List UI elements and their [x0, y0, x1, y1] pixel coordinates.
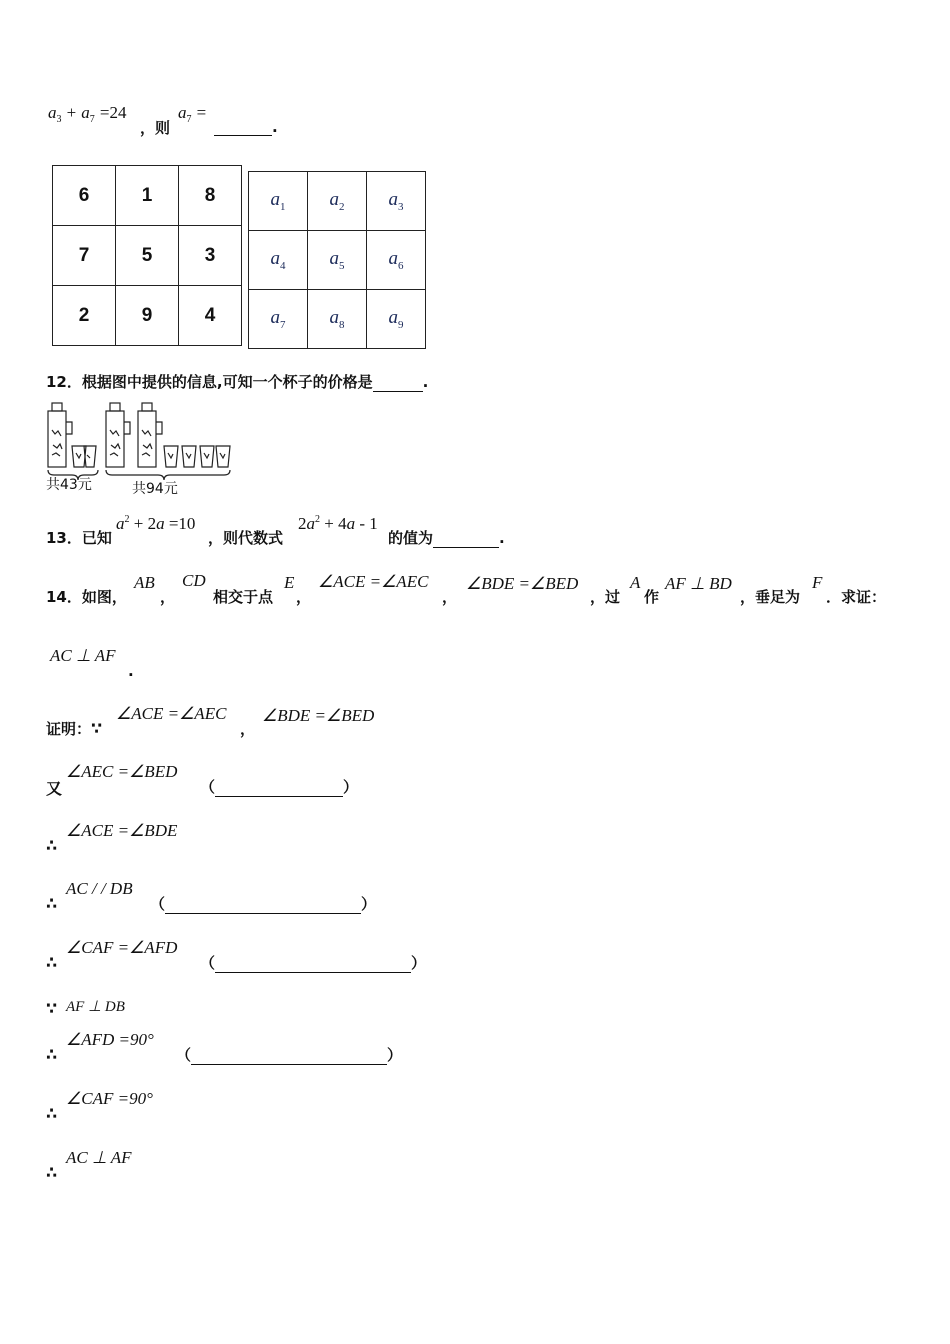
therefore-symbol: ∴ [46, 953, 58, 972]
table-row [249, 290, 426, 349]
q11-rhs [178, 103, 206, 123]
a7-a: a [81, 103, 90, 122]
end-dot: . [422, 373, 429, 391]
cell: 7 [53, 226, 116, 286]
q14-AB: AB [134, 573, 155, 592]
rhs-eq: = [196, 103, 207, 122]
cell: $a_6$ [367, 231, 426, 290]
proof-s5: ∠CAF =∠AFD [66, 938, 178, 957]
proof-reason-2: （ ） [150, 895, 377, 913]
a3-a: a [48, 103, 57, 122]
table-row [53, 226, 242, 286]
q14-comma1: ， [160, 588, 176, 606]
q14-perp: AF ⊥ BD [665, 574, 732, 593]
cell: 9 [116, 286, 179, 346]
caption-right: 共94元 [132, 481, 178, 497]
q14-foot: ，垂足为 [740, 588, 801, 606]
sub-3: 3 [56, 114, 62, 125]
cell: $a_5$ [308, 231, 367, 290]
reason-blank [165, 899, 361, 914]
cell: $a_2$ [308, 172, 367, 231]
q14-goal: AC ⊥ AF [50, 646, 116, 665]
reason-blank [215, 782, 343, 797]
q14-F: F [812, 573, 823, 592]
q14-E: E [284, 573, 295, 592]
q13-expression: $2a^2 + 4a - 1$ [298, 514, 378, 533]
q14-guo: ，过 [590, 588, 621, 606]
symbol-square [248, 171, 426, 349]
q14-intersect: 相交于点 [213, 588, 274, 606]
eq-24: =24 [99, 103, 127, 122]
end-dot: . [272, 118, 278, 136]
reason-blank [215, 958, 411, 973]
table-row [249, 231, 426, 290]
proof-reason-3: （ ） [200, 954, 427, 972]
cell: $a_8$ [308, 290, 367, 349]
therefore-symbol: ∴ [46, 1045, 58, 1064]
q14-lead: 14．如图， [46, 588, 127, 606]
table-row [249, 172, 426, 231]
q14-goal-end: . [128, 662, 134, 680]
cell: $a_1$ [249, 172, 308, 231]
proof-s1a: ∠ACE =∠AEC [116, 704, 227, 723]
therefore-symbol: ∴ [46, 836, 58, 855]
cell: $a_9$ [367, 290, 426, 349]
q14-zuo: 作 [644, 588, 660, 606]
q14-A: A [630, 573, 641, 592]
magic-square [52, 165, 242, 346]
proof-reason-1: （ ） [200, 778, 359, 796]
cell: 2 [53, 286, 116, 346]
q14-angle1: ∠ACE =∠AEC [318, 572, 429, 591]
cup-icon [216, 446, 230, 467]
table-row [53, 166, 242, 226]
proof-s8: ∠CAF =90° [66, 1089, 153, 1108]
proof-header: 证明：∵ [46, 719, 103, 738]
proof-s3: ∠ACE =∠BDE [66, 821, 178, 840]
proof-you: 又 [46, 779, 63, 798]
proof-comma: ， [240, 720, 256, 738]
cup-icon [200, 446, 214, 467]
proof-s2: ∠AEC =∠BED [66, 762, 178, 781]
answer-blank [373, 377, 423, 392]
cell: 1 [116, 166, 179, 226]
thermos-icon [48, 403, 72, 467]
q14-comma2: ， [296, 588, 312, 606]
q11-tail-line [48, 103, 126, 123]
rhs-sub: 7 [186, 114, 192, 125]
q14-prove: ．求证： [826, 588, 887, 606]
cell: $a_4$ [249, 231, 308, 290]
cup-icon [182, 446, 196, 467]
proof-s7: ∠AFD =90° [66, 1030, 154, 1049]
q12-line [46, 371, 428, 392]
q14-CD: CD [182, 571, 206, 590]
q14-comma3: ， [442, 588, 458, 606]
proof-s1b: ∠BDE =∠BED [262, 706, 375, 725]
thermos-icon [106, 403, 130, 467]
cell: $a_7$ [249, 290, 308, 349]
q14-angle2: ∠BDE =∠BED [466, 574, 579, 593]
answer-blank [214, 121, 272, 136]
proof-reason-4: （ ） [176, 1046, 403, 1064]
cell: 6 [53, 166, 116, 226]
proof-s9: AC ⊥ AF [66, 1148, 132, 1167]
plus: + [66, 103, 77, 122]
thermos-icon [138, 403, 162, 467]
answer-blank [433, 533, 499, 548]
sub-7: 7 [89, 114, 95, 125]
q13-lead: 13．已知 [46, 529, 112, 547]
rhs-a: a [178, 103, 187, 122]
therefore-symbol: ∴ [46, 1163, 58, 1182]
cell: 4 [179, 286, 242, 346]
reason-blank [191, 1050, 387, 1065]
q13-mid: ，则代数式 [208, 529, 284, 547]
therefore-symbol: ∴ [46, 1104, 58, 1123]
proof-s6: AF ⊥ DB [66, 999, 125, 1015]
q11-blank [214, 117, 278, 136]
table-row [53, 286, 242, 346]
therefore-symbol: ∴ [46, 894, 58, 913]
proof-s4: AC / / DB [66, 879, 133, 898]
because-symbol: ∵ [46, 999, 58, 1018]
q13-condition: $a^2 + 2a =10$ [116, 514, 196, 533]
cup-icon [164, 446, 178, 467]
cell: $a_3$ [367, 172, 426, 231]
q11-ze: ，则 [140, 119, 171, 137]
q12-text: 12．根据图中提供的信息,可知一个杯子的价格是 [46, 373, 373, 391]
caption-left: 共43元 [46, 477, 92, 493]
q13-tail: 的值为 . [388, 529, 505, 547]
cell: 8 [179, 166, 242, 226]
cell: 3 [179, 226, 242, 286]
cell: 5 [116, 226, 179, 286]
